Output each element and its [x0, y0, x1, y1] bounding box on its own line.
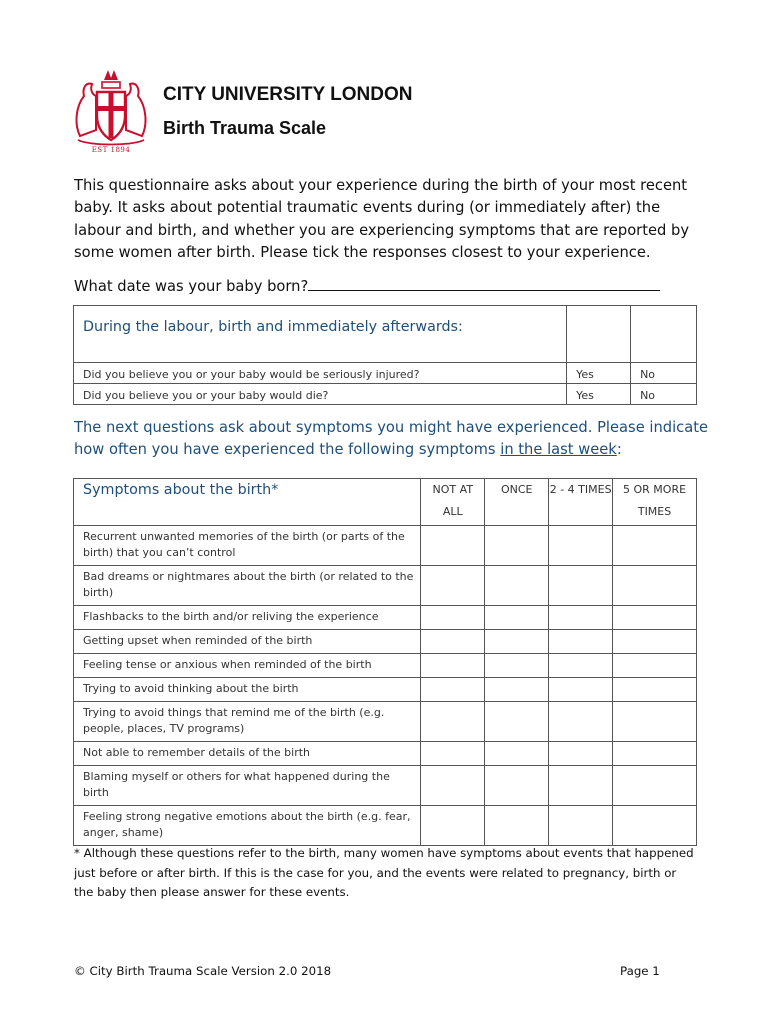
date-question-label: What date was your baby born?: [74, 278, 309, 295]
symptom-label: Bad dreams or nightmares about the birth (or related to the birth): [74, 566, 421, 606]
symptom-label: Getting upset when reminded of the birth: [74, 630, 421, 654]
answer-cell[interactable]: [485, 766, 549, 806]
answer-cell[interactable]: [549, 630, 613, 654]
date-answer-line[interactable]: [308, 274, 660, 291]
column-header-once: ONCE: [485, 479, 549, 526]
labour-heading-cell-no: [631, 306, 697, 363]
answer-cell[interactable]: [613, 766, 697, 806]
answer-cell[interactable]: [613, 806, 697, 846]
answer-cell[interactable]: [549, 678, 613, 702]
table-row: [74, 363, 697, 384]
symptom-label: Feeling tense or anxious when reminded of the birth: [74, 654, 421, 678]
answer-cell[interactable]: [613, 678, 697, 702]
table-row: [74, 766, 697, 806]
logo-est: EST 1894: [91, 146, 131, 154]
symptoms-table-heading: Symptoms about the birth*: [74, 479, 421, 526]
answer-cell[interactable]: [421, 766, 485, 806]
answer-cell[interactable]: [421, 702, 485, 742]
answer-cell[interactable]: [485, 742, 549, 766]
university-logo: [70, 66, 152, 158]
intro-paragraph: This questionnaire asks about your experience during the birth of your most recent baby. It asks about potential traumatic events during (or immediately after) the labour and birth, and whether you are experiencing symptoms that are reported by some women after birth. Please tick the responses closest to your experience.: [74, 177, 690, 262]
answer-cell[interactable]: [549, 742, 613, 766]
column-header-not-at-all: NOT AT ALL: [421, 479, 485, 526]
date-question: [74, 274, 660, 295]
no-option[interactable]: No: [631, 384, 697, 405]
answer-cell[interactable]: [485, 630, 549, 654]
answer-cell[interactable]: [421, 742, 485, 766]
answer-cell[interactable]: [549, 806, 613, 846]
labour-heading-cell-yes: [567, 306, 631, 363]
copyright: © City Birth Trauma Scale Version 2.0 2018: [74, 964, 332, 978]
answer-cell[interactable]: [421, 654, 485, 678]
table-row: [74, 566, 697, 606]
university-name: CITY UNIVERSITY LONDON: [163, 84, 413, 105]
table-row: [74, 384, 697, 405]
instructions-end: :: [616, 441, 622, 459]
answer-cell[interactable]: [421, 678, 485, 702]
answer-cell[interactable]: [421, 806, 485, 846]
answer-cell[interactable]: [421, 630, 485, 654]
answer-cell[interactable]: [549, 526, 613, 566]
symptom-label: Feeling strong negative emotions about the birth (e.g. fear, anger, shame): [74, 806, 421, 846]
table-row: [74, 630, 697, 654]
answer-cell[interactable]: [549, 766, 613, 806]
table-row: [74, 606, 697, 630]
answer-cell[interactable]: [613, 654, 697, 678]
answer-cell[interactable]: [421, 526, 485, 566]
symptoms-table: [73, 478, 697, 846]
labour-question: Did you believe you or your baby would be seriously injured?: [74, 363, 567, 384]
answer-cell[interactable]: [549, 654, 613, 678]
instructions-underlined: in the last week: [500, 441, 617, 459]
table-row: [74, 678, 697, 702]
yes-option[interactable]: Yes: [567, 363, 631, 384]
answer-cell[interactable]: [613, 630, 697, 654]
page-number: Page 1: [620, 964, 660, 978]
answer-cell[interactable]: [485, 702, 549, 742]
answer-cell[interactable]: [613, 742, 697, 766]
answer-cell[interactable]: [613, 526, 697, 566]
yes-option[interactable]: Yes: [567, 384, 631, 405]
answer-cell[interactable]: [485, 566, 549, 606]
answer-cell[interactable]: [421, 606, 485, 630]
table-row: [74, 742, 697, 766]
column-header-2-4-times: 2 - 4 TIMES: [549, 479, 613, 526]
symptom-label: Trying to avoid things that remind me of the birth (e.g. people, places, TV programs): [74, 702, 421, 742]
symptom-label: Trying to avoid thinking about the birth: [74, 678, 421, 702]
answer-cell[interactable]: [613, 566, 697, 606]
instructions-text: The next questions ask about symptoms you might have experienced. Please indicate how often you have experienced the following symptoms: [74, 419, 709, 459]
no-option[interactable]: No: [631, 363, 697, 384]
table-row: [74, 526, 697, 566]
symptom-label: Blaming myself or others for what happened during the birth: [74, 766, 421, 806]
symptoms-instructions: [74, 417, 714, 462]
answer-cell[interactable]: [549, 566, 613, 606]
crest-icon: [70, 66, 152, 146]
column-header-5-or-more: 5 OR MORE TIMES: [613, 479, 697, 526]
symptom-label: Flashbacks to the birth and/or reliving the experience: [74, 606, 421, 630]
footnote: * Although these questions refer to the birth, many women have symptoms about events that happened just before or after birth. If this is the case for you, and the events were related to pregnancy, birth or the baby then please answer for these events.: [74, 846, 694, 899]
answer-cell[interactable]: [421, 566, 485, 606]
answer-cell[interactable]: [613, 702, 697, 742]
labour-question: Did you believe you or your baby would die?: [74, 384, 567, 405]
symptom-label: Recurrent unwanted memories of the birth (or parts of the birth) that you can’t control: [74, 526, 421, 566]
answer-cell[interactable]: [549, 702, 613, 742]
scale-title: Birth Trauma Scale: [163, 118, 327, 138]
symptom-label: Not able to remember details of the birth: [74, 742, 421, 766]
table-row: [74, 654, 697, 678]
answer-cell[interactable]: [485, 606, 549, 630]
answer-cell[interactable]: [613, 606, 697, 630]
table-row: [74, 806, 697, 846]
table-row: [74, 702, 697, 742]
answer-cell[interactable]: [485, 526, 549, 566]
labour-table-heading: During the labour, birth and immediately afterwards:: [74, 306, 567, 363]
answer-cell[interactable]: [485, 654, 549, 678]
answer-cell[interactable]: [485, 806, 549, 846]
labour-table: [73, 305, 697, 405]
answer-cell[interactable]: [485, 678, 549, 702]
answer-cell[interactable]: [549, 606, 613, 630]
